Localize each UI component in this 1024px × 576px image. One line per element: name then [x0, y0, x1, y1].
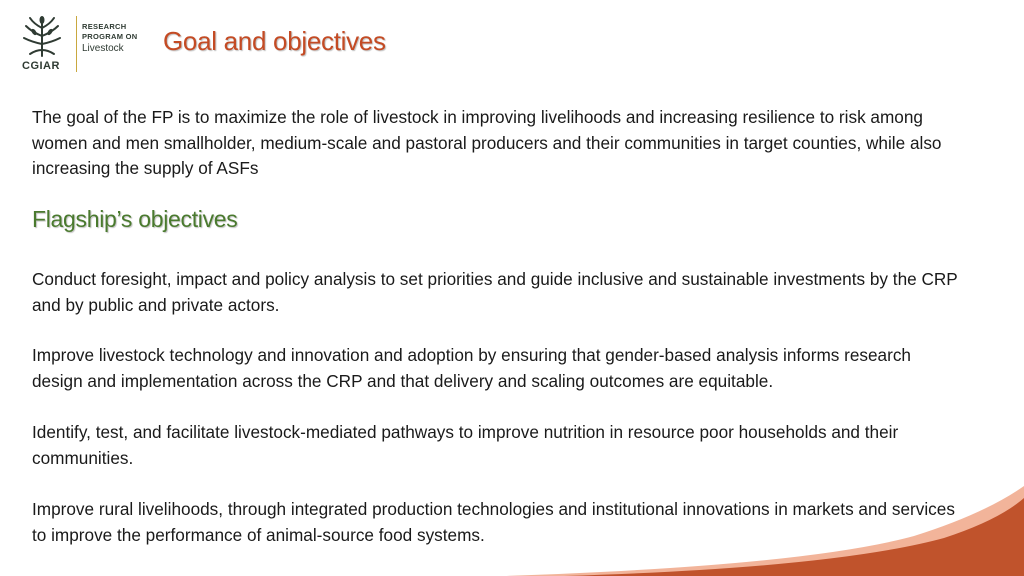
- cgiar-wordmark: CGIAR: [22, 60, 60, 72]
- objective-item: Conduct foresight, impact and policy analysis to set priorities and guide inclusive and sustainable investments by the CRP and by public and private actors.: [32, 269, 958, 315]
- program-line-3: Livestock: [82, 43, 124, 54]
- decorative-corner-wave: [504, 486, 1024, 576]
- program-line-2: PROGRAM ON: [82, 32, 138, 41]
- section-heading: Flagship’s objectives: [32, 206, 238, 232]
- objective-item: Improve livestock technology and innovation and adoption by ensuring that gender-based analysis informs research design and implementation across the CRP and that delivery and scaling outcomes are equitable.: [32, 345, 911, 391]
- program-name: [82, 22, 138, 54]
- objective-item: Improve rural livelihoods, through integrated production technologies and institutional innovations in markets and services to improve the performance of animal-source food systems.: [32, 499, 955, 545]
- logo-divider: [76, 16, 77, 72]
- cgiar-livestock-logo: [20, 14, 144, 76]
- page-title: Goal and objectives: [163, 26, 386, 56]
- goal-paragraph: The goal of the FP is to maximize the role of livestock in improving livelihoods and increasing resilience to risk among women and men smallholder, medium-scale and pastoral producers and their communities in target counties, while also increasing the supply of ASFs: [32, 107, 942, 178]
- program-line-1: RESEARCH: [82, 22, 127, 31]
- objective-item: Identify, test, and facilitate livestock-mediated pathways to improve nutrition in resource poor households and their communities.: [32, 422, 899, 468]
